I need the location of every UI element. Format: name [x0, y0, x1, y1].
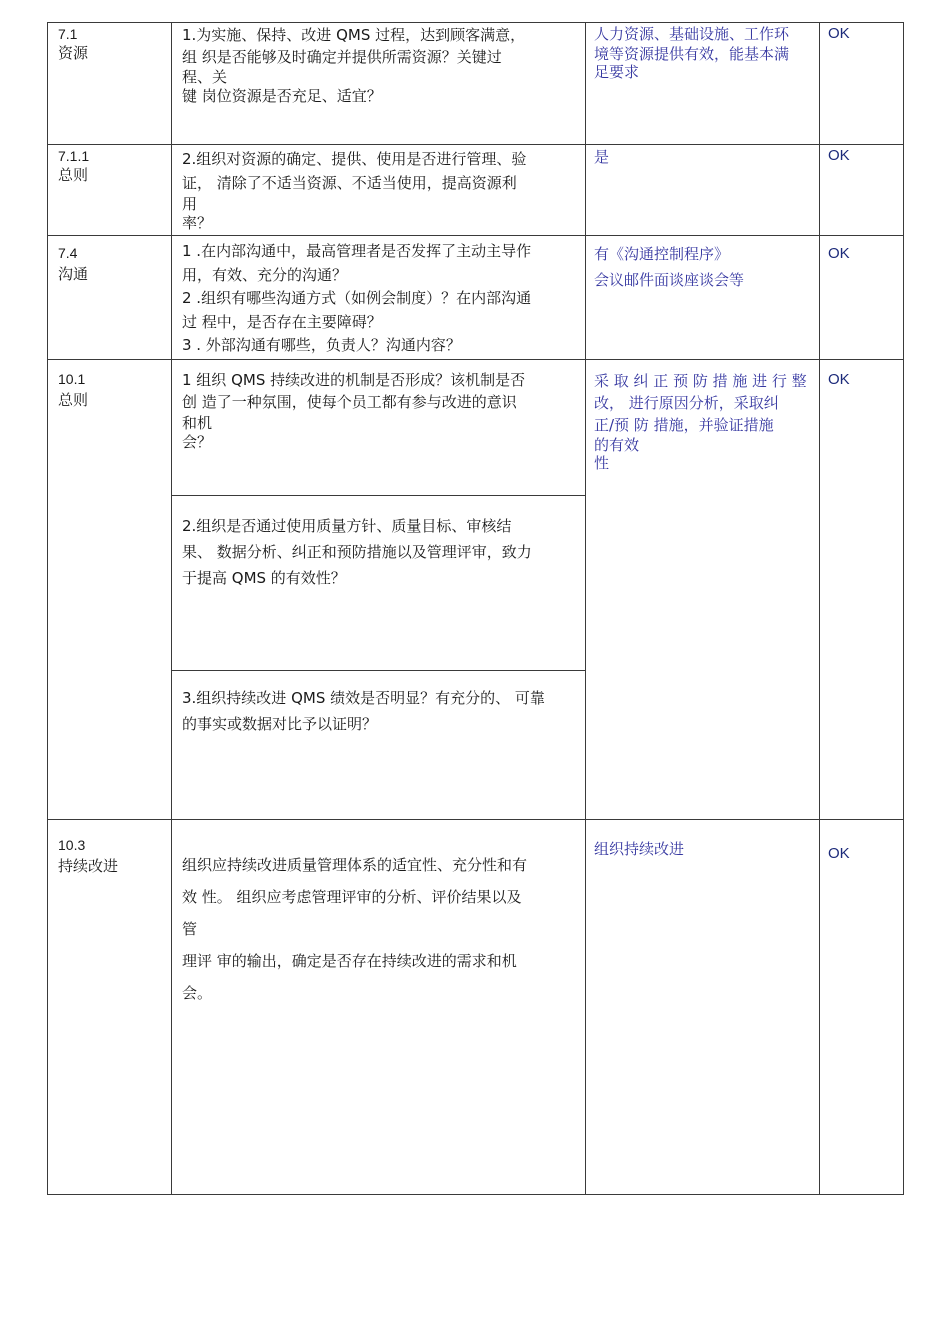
- result-cell: OK: [828, 147, 850, 164]
- question-line: 于提高 QMS 的有效性？: [182, 569, 346, 587]
- answer-line: 性: [594, 454, 610, 472]
- answer-line: 有《沟通控制程序》: [594, 245, 730, 263]
- question-line: 证， 清除了不适当资源、不适当使用，提高资源利: [182, 174, 517, 192]
- result-cell: OK: [828, 25, 850, 42]
- clause-cell: [58, 243, 88, 287]
- clause-code: 10.3: [58, 837, 86, 853]
- answer-cell: [594, 370, 816, 472]
- answer-line: 改， 进行原因分析，采取纠: [594, 394, 779, 412]
- question-line: 率？: [182, 214, 213, 232]
- clause-code: 7.1.1: [58, 148, 90, 164]
- question-cell: [182, 849, 580, 1009]
- result-cell: OK: [828, 245, 850, 262]
- answer-line: 境等资源提供有效，能基本满: [594, 45, 790, 63]
- table-border-right: [903, 22, 904, 1195]
- question-line: 程、关: [182, 68, 228, 86]
- clause-code: 7.1: [58, 26, 78, 42]
- table-border-top: [47, 22, 904, 23]
- row-divider-1: [47, 144, 904, 145]
- column-divider-3: [819, 22, 820, 1195]
- question-line: 效 性。 组织应考虑管理评审的分析、评价结果以及: [182, 888, 522, 906]
- result-cell: OK: [828, 371, 850, 388]
- question-line: 组织应持续改进质量管理体系的适宜性、充分性和有: [182, 856, 528, 874]
- question-cell: [182, 24, 580, 106]
- answer-line: 的有效: [594, 436, 640, 454]
- question-line: 1 组织 QMS 持续改进的机制是否形成？该机制是否: [182, 371, 526, 389]
- subrow-divider-1: [171, 495, 586, 496]
- question-line: 创 造了一种氛围，使每个员工都有参与改进的意识: [182, 393, 517, 411]
- answer-line: 会议邮件面谈座谈会等: [594, 271, 745, 289]
- question-line: 的事实或数据对比予以证明？: [182, 715, 378, 733]
- question-line: 过 程中，是否存在主要障碍？: [182, 312, 382, 331]
- clause-code: 7.4: [58, 245, 78, 261]
- clause-title: 持续改进: [58, 858, 119, 875]
- clause-cell: [58, 24, 88, 64]
- question-cell: [182, 513, 580, 591]
- table-border-left: [47, 22, 48, 1195]
- clause-title: 总则: [58, 167, 89, 184]
- question-line: 2.组织对资源的确定、提供、使用是否进行管理、验: [182, 150, 527, 168]
- answer-cell: [594, 146, 816, 168]
- question-line: 2.组织是否通过使用质量方针、质量目标、审核结: [182, 517, 512, 535]
- result-cell: OK: [828, 845, 850, 862]
- clause-title: 总则: [58, 392, 89, 409]
- question-line: 2 .组织有哪些沟通方式（如例会制度）？在内部沟通: [182, 289, 532, 307]
- question-cell: [182, 685, 580, 737]
- clause-cell: [58, 146, 89, 186]
- table-border-bottom: [47, 1194, 904, 1195]
- question-cell: [182, 369, 580, 451]
- answer-line: 是: [594, 148, 610, 166]
- answer-cell: [594, 838, 816, 860]
- question-line: 会？: [182, 433, 213, 451]
- clause-code: 10.1: [58, 371, 86, 387]
- question-line: 用，有效、充分的沟通？: [182, 265, 348, 284]
- column-divider-2: [585, 22, 586, 1195]
- row-divider-2: [47, 235, 904, 236]
- column-divider-1: [171, 22, 172, 1195]
- row-divider-4: [47, 819, 904, 820]
- question-line: 会。: [182, 984, 213, 1002]
- answer-line: 足要求: [594, 63, 640, 81]
- question-line: 键 岗位资源是否充足、适宜？: [182, 87, 382, 105]
- clause-title: 资源: [58, 45, 89, 62]
- clause-cell: [58, 369, 88, 413]
- answer-cell: [594, 241, 816, 293]
- answer-line: 人力资源、基础设施、工作环: [594, 25, 790, 43]
- question-line: 理评 审的输出，确定是否存在持续改进的需求和机: [182, 952, 517, 970]
- row-divider-3: [47, 359, 904, 360]
- subrow-divider-2: [171, 670, 586, 671]
- question-line: 3 . 外部沟通有哪些，负责人？沟通内容？: [182, 336, 461, 354]
- question-line: 管: [182, 920, 198, 938]
- question-line: 用: [182, 195, 198, 213]
- answer-line: 采 取 纠 正 预 防 措 施 进 行 整: [594, 372, 807, 390]
- question-line: 组 织是否能够及时确定并提供所需资源？关键过: [182, 48, 502, 66]
- question-line: 果、 数据分析、纠正和预防措施以及管理评审，致力: [182, 543, 532, 561]
- question-line: 和机: [182, 414, 213, 432]
- question-line: 1.为实施、保持、改进 QMS 过程，达到顾客满意，: [182, 26, 526, 44]
- question-cell: [182, 240, 580, 358]
- question-line: 3.组织持续改进 QMS 绩效是否明显？有充分的、 可靠: [182, 689, 545, 707]
- answer-line: 组织持续改进: [594, 840, 685, 858]
- clause-cell: [58, 835, 118, 879]
- answer-cell: [594, 24, 816, 80]
- answer-line: 正/预 防 措施，并验证措施: [594, 416, 774, 434]
- question-cell: [182, 147, 580, 233]
- question-line: 1 .在内部沟通中，最高管理者是否发挥了主动主导作: [182, 242, 532, 260]
- clause-title: 沟通: [58, 266, 89, 283]
